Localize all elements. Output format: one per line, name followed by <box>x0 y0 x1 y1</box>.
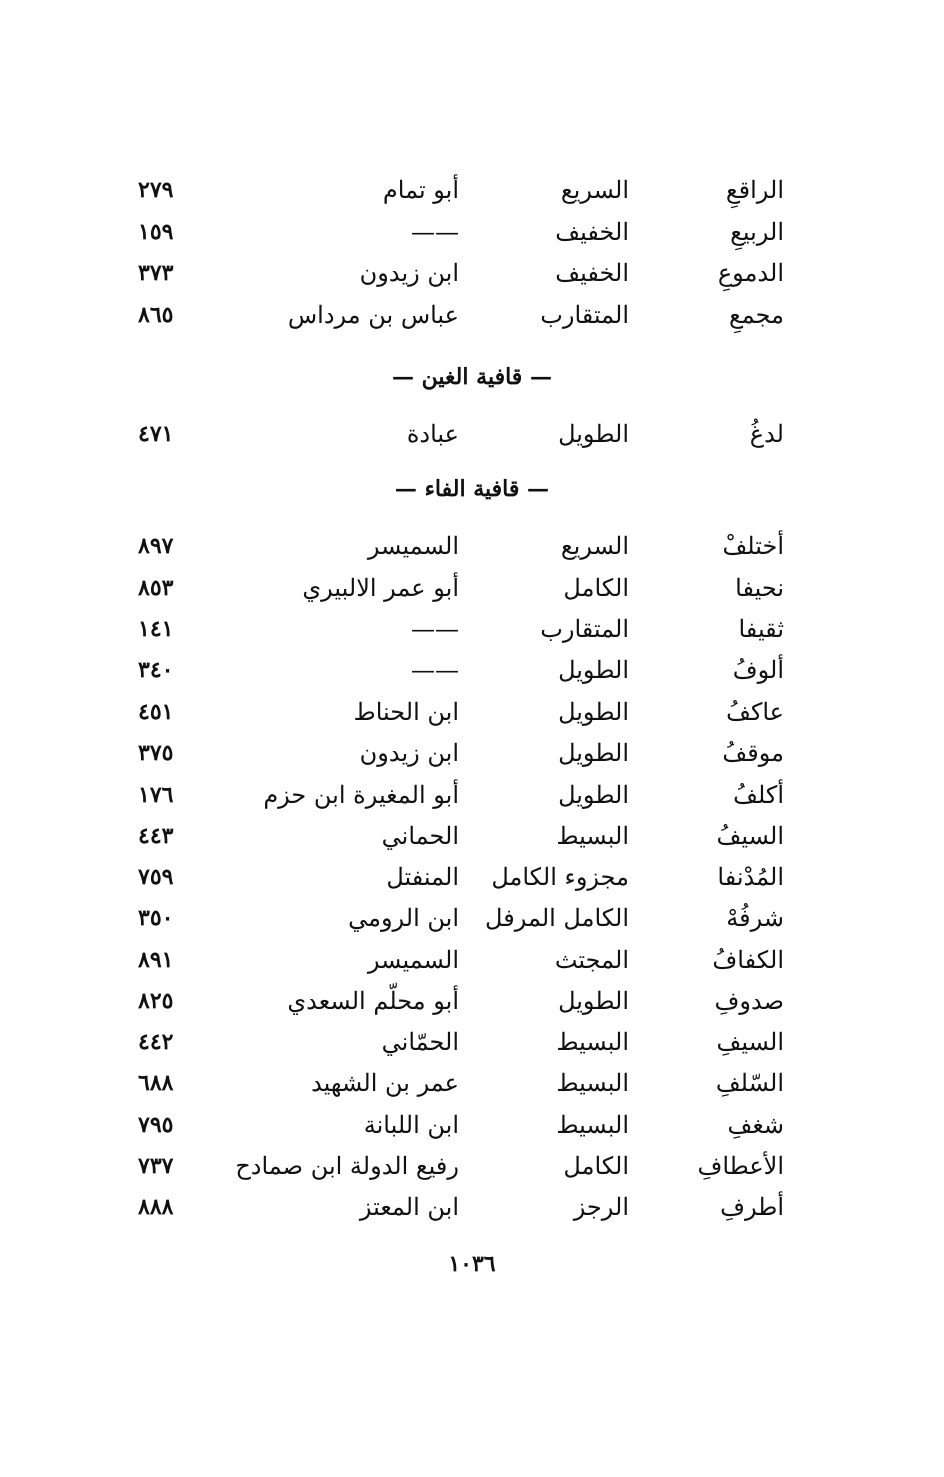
rhyme-word: شرفُهْ <box>726 904 784 932</box>
rhyme-word: نحيفا <box>735 574 784 602</box>
rhyme-word: صدوفِ <box>714 987 784 1015</box>
poet: الحماني <box>381 822 459 850</box>
poet: ابن زيدون <box>359 739 459 767</box>
index-row <box>0 898 944 938</box>
page-ref: ٨٦٥ <box>138 302 174 328</box>
index-row <box>0 650 944 690</box>
index-row <box>0 170 944 210</box>
index-row <box>0 692 944 732</box>
meter: البسيط <box>556 822 629 850</box>
poet: الحمّاني <box>381 1028 459 1056</box>
index-row <box>0 212 944 252</box>
page-ref: ٣٧٣ <box>138 260 174 286</box>
page-ref: ٣٤٠ <box>138 657 174 683</box>
rhyme-word: أختلفْ <box>722 532 784 560</box>
page-ref: ٨٥٣ <box>138 575 174 601</box>
meter: الكامل المرفل <box>485 904 629 932</box>
poet: السميسر <box>367 946 459 974</box>
meter: الطويل <box>558 698 629 726</box>
poet: أبو محلّم السعدي <box>287 987 459 1015</box>
rhyme-word: لدغُ <box>749 420 784 448</box>
poet: أبو المغيرة ابن حزم <box>263 781 459 809</box>
index-row <box>0 775 944 815</box>
meter: البسيط <box>556 1069 629 1097</box>
page-ref: ٣٧٥ <box>138 740 174 766</box>
poet: المنفتل <box>386 863 459 891</box>
page-ref: ٣٥٠ <box>138 905 174 931</box>
page-ref: ١٥٩ <box>138 219 174 245</box>
rhyme-word: عاكفُ <box>726 698 784 726</box>
rhyme-word: السيفِ <box>716 1028 784 1056</box>
index-row <box>0 1022 944 1062</box>
poet: السميسر <box>367 532 459 560</box>
rhyme-word: الدموعِ <box>717 259 784 287</box>
index-row <box>0 526 944 566</box>
meter: مجزوء الكامل <box>491 863 629 891</box>
page-ref: ٤٤٣ <box>138 823 174 849</box>
rhyme-word: الكفافُ <box>712 946 784 974</box>
meter: المتقارب <box>540 301 629 329</box>
poet: ابن اللبانة <box>363 1111 459 1139</box>
index-row <box>0 857 944 897</box>
meter: الطويل <box>558 656 629 684</box>
rhyme-word: الراقعِ <box>725 176 784 204</box>
page-number: ١٠٣٦ <box>448 1251 496 1277</box>
meter: الطويل <box>558 987 629 1015</box>
page-ref: ١٤١ <box>138 616 174 642</box>
meter: السريع <box>560 532 629 560</box>
page-ref: ٤٧١ <box>138 421 174 447</box>
meter: الطويل <box>558 739 629 767</box>
rhyme-word: الأعطافِ <box>697 1152 784 1180</box>
rhyme-word: شغفِ <box>727 1111 784 1139</box>
section-heading-faa: — قافية الفاء — <box>394 476 550 502</box>
page-ref: ٧٩٥ <box>138 1112 174 1138</box>
rhyme-word: المُدْنفا <box>717 863 784 891</box>
page-ref: ١٧٦ <box>138 782 174 808</box>
page-ref: ٨٨٨ <box>138 1194 174 1220</box>
rhyme-word: أكلفُ <box>733 781 784 809</box>
rhyme-word: السّلفِ <box>715 1069 784 1097</box>
poet: —— <box>411 656 459 684</box>
page-ref: ٧٣٧ <box>138 1153 174 1179</box>
meter: الخفيف <box>555 259 629 287</box>
page-ref: ٢٧٩ <box>138 177 174 203</box>
index-row <box>0 1146 944 1186</box>
index-row <box>0 1105 944 1145</box>
page-ref: ٦٨٨ <box>138 1070 174 1096</box>
poet: ابن زيدون <box>359 259 459 287</box>
rhyme-word: الربيعِ <box>730 218 784 246</box>
index-row <box>0 816 944 856</box>
poet: رفيع الدولة ابن صمادح <box>235 1152 459 1180</box>
index-row <box>0 940 944 980</box>
index-row <box>0 609 944 649</box>
page-ref: ٨٩٧ <box>138 533 174 559</box>
meter: الطويل <box>558 420 629 448</box>
poet: عباس بن مرداس <box>287 301 459 329</box>
page-ref: ٤٤٢ <box>138 1029 174 1055</box>
page-ref: ٧٥٩ <box>138 864 174 890</box>
poet: ابن الحناط <box>353 698 459 726</box>
index-row <box>0 414 944 454</box>
poet: ابن الرومي <box>348 904 459 932</box>
poet: أبو تمام <box>382 176 459 204</box>
rhyme-word: ألوفُ <box>732 656 784 684</box>
page-ref: ٨٩١ <box>138 947 174 973</box>
page-ref: ٨٢٥ <box>138 988 174 1014</box>
meter: الكامل <box>563 1152 629 1180</box>
poet: —— <box>411 615 459 643</box>
poet: أبو عمر الالبيري <box>302 574 459 602</box>
index-row <box>0 981 944 1021</box>
index-row <box>0 568 944 608</box>
page-ref: ٤٥١ <box>138 699 174 725</box>
meter: البسيط <box>556 1028 629 1056</box>
meter: الرجز <box>573 1193 629 1221</box>
poet: —— <box>411 218 459 246</box>
meter: البسيط <box>556 1111 629 1139</box>
poet: عبادة <box>406 420 459 448</box>
rhyme-word: ثقيفا <box>738 615 784 643</box>
section-heading-ghain: — قافية الغين — <box>392 364 552 390</box>
index-row <box>0 733 944 773</box>
index-row <box>0 1063 944 1103</box>
poet: ابن المعتز <box>359 1193 459 1221</box>
rhyme-word: أطرفِ <box>720 1193 784 1221</box>
index-row <box>0 253 944 293</box>
rhyme-word: مجمعِ <box>729 301 784 329</box>
rhyme-word: السيفُ <box>716 822 784 850</box>
poet: عمر بن الشهيد <box>311 1069 459 1097</box>
meter: الطويل <box>558 781 629 809</box>
index-row <box>0 295 944 335</box>
meter: الخفيف <box>555 218 629 246</box>
meter: المتقارب <box>540 615 629 643</box>
meter: السريع <box>560 176 629 204</box>
meter: الكامل <box>563 574 629 602</box>
rhyme-word: موقفُ <box>722 739 784 767</box>
meter: المجتث <box>554 946 629 974</box>
index-row <box>0 1187 944 1227</box>
